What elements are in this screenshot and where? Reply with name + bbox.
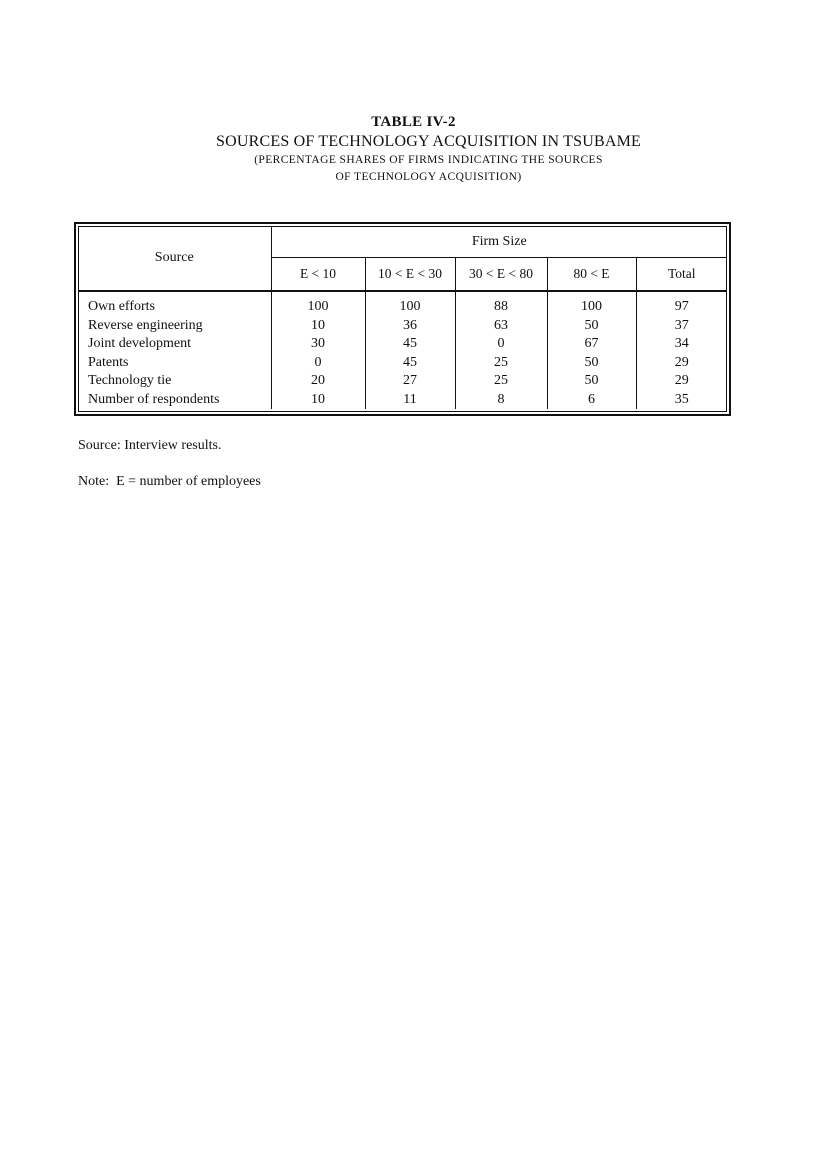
table-row bbox=[78, 354, 727, 373]
table-cell: 36 bbox=[365, 317, 455, 336]
table-cell: 25 bbox=[455, 372, 547, 391]
data-table bbox=[78, 226, 727, 409]
table-row bbox=[78, 372, 727, 391]
table-cell: 11 bbox=[365, 391, 455, 410]
table-number: TABLE IV-2 bbox=[371, 114, 456, 130]
header-col-1: E < 10 bbox=[271, 258, 365, 291]
table-cell: 50 bbox=[547, 354, 636, 373]
table-row bbox=[78, 291, 727, 317]
note-footnote: Note: E = number of employees bbox=[78, 474, 261, 489]
table-cell: 34 bbox=[674, 336, 689, 352]
table-cell: 10 bbox=[271, 317, 365, 336]
table-cell: 25 bbox=[455, 354, 547, 373]
table-cell: 97 bbox=[674, 299, 689, 315]
table-cell: 100 bbox=[271, 291, 365, 317]
header-source: Source bbox=[78, 226, 271, 291]
row-label: Reverse engineering bbox=[78, 317, 271, 336]
table-cell: 63 bbox=[455, 317, 547, 336]
table-cell: 8 bbox=[455, 391, 547, 410]
header-col-2: 10 < E < 30 bbox=[365, 258, 455, 291]
row-label: Own efforts bbox=[78, 291, 271, 317]
table-cell: 50 bbox=[547, 372, 636, 391]
table-title-block bbox=[0, 112, 827, 186]
row-label: Patents bbox=[78, 354, 271, 373]
table-cell: 88 bbox=[455, 291, 547, 317]
header-col-4: 80 < E bbox=[547, 258, 636, 291]
table-cell: 100 bbox=[547, 291, 636, 317]
table-row bbox=[78, 317, 727, 336]
data-table-frame bbox=[74, 222, 731, 416]
table-cell: 29 bbox=[674, 354, 689, 370]
table-cell: 10 bbox=[271, 391, 365, 410]
row-label: Technology tie bbox=[78, 372, 271, 391]
table-cell: 6 bbox=[547, 391, 636, 410]
table-cell: 67 bbox=[547, 335, 636, 354]
table-row bbox=[78, 391, 727, 410]
row-label: Number of respondents bbox=[78, 391, 271, 410]
table-cell: 45 bbox=[365, 354, 455, 373]
table-cell: 100 bbox=[365, 291, 455, 317]
table-cell: 50 bbox=[547, 317, 636, 336]
table-cell: 37 bbox=[674, 317, 689, 333]
row-label: Joint development bbox=[78, 335, 271, 354]
table-cell: 45 bbox=[365, 335, 455, 354]
header-firm-size: Firm Size bbox=[271, 226, 727, 258]
table-cell: 20 bbox=[271, 372, 365, 391]
source-footnote: Source: Interview results. bbox=[78, 438, 222, 453]
table-cell: 0 bbox=[455, 335, 547, 354]
table-subtitle-line2: OF TECHNOLOGY ACQUISITION) bbox=[335, 171, 522, 183]
table-cell: 0 bbox=[271, 354, 365, 373]
header-col-3: 30 < E < 80 bbox=[455, 258, 547, 291]
table-cell: 35 bbox=[674, 391, 689, 407]
table-row bbox=[78, 335, 727, 354]
table-cell: 27 bbox=[365, 372, 455, 391]
table-subtitle-line1: (PERCENTAGE SHARES OF FIRMS INDICATING THE SOURCES bbox=[254, 154, 603, 166]
header-col-total: Total bbox=[636, 258, 727, 291]
table-cell: 29 bbox=[674, 373, 689, 389]
table-cell: 30 bbox=[271, 335, 365, 354]
table-title: SOURCES OF TECHNOLOGY ACQUISITION IN TSUBAME bbox=[216, 133, 641, 150]
